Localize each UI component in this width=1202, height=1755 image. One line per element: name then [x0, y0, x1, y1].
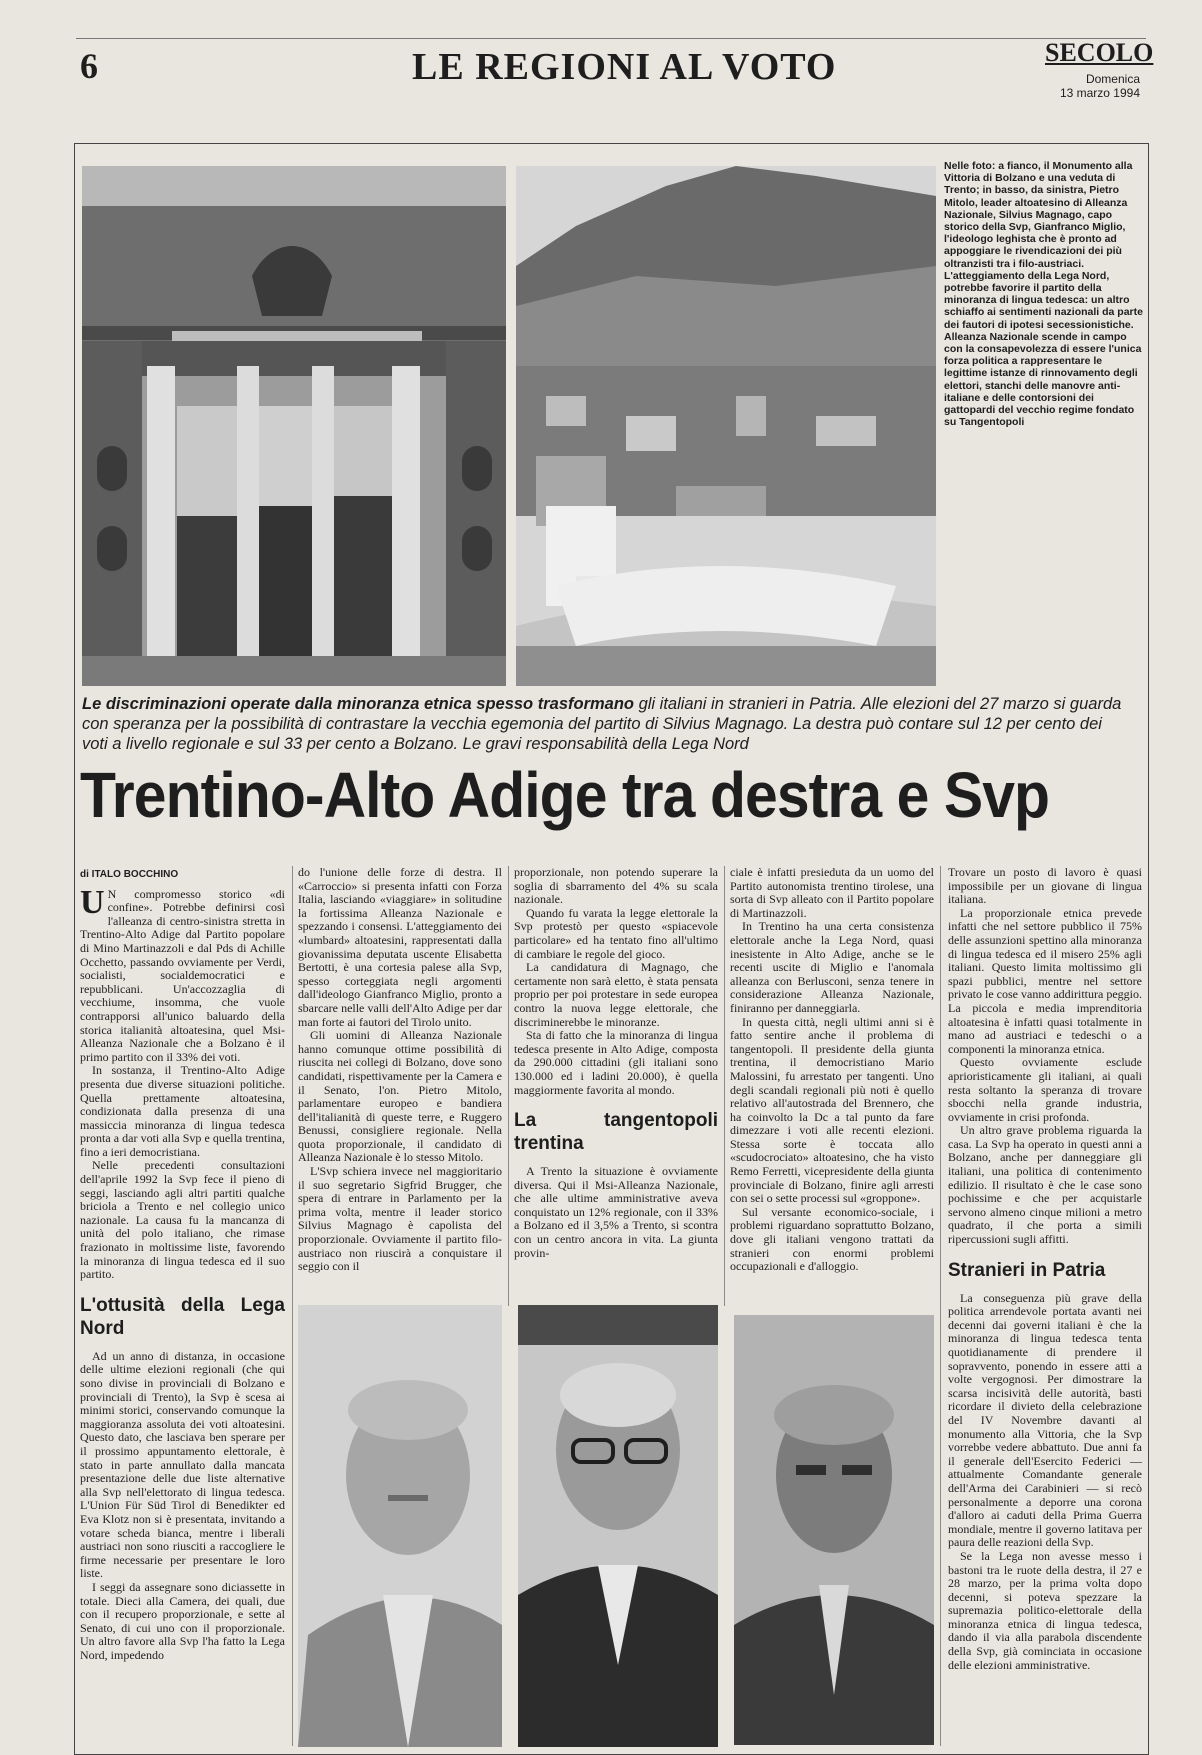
paragraph: ciale è infatti presieduta da un uomo del Partito autonomista trentino tirolese, una sorta di Svp alleato con il Partito popolare di Martinazzoli. — [730, 865, 934, 920]
newspaper-logo: SECOLO — [1045, 38, 1154, 67]
portrait-illustration — [298, 1305, 502, 1747]
monument-illustration — [82, 166, 506, 686]
portrait-miglio — [734, 1315, 934, 1745]
paragraph: Trovare un posto di lavoro è quasi impossibile per un giovane di lingua italiana. — [948, 865, 1142, 907]
portrait-magnago — [518, 1305, 718, 1747]
paragraph: Questo ovviamente esclude aprioristicamente gli italiani, ai quali resta soltanto la speranza di trovare sbocchi nella grande industria, ovviamente in crisi profonda. — [948, 1055, 1142, 1124]
article-column-3 — [514, 866, 718, 1260]
issue-date — [1040, 72, 1140, 100]
section-title: LE REGIONI AL VOTO — [412, 46, 837, 88]
paragraph: Sta di fatto che la minoranza di lingua tedesca presente in Alto Adige, composta da 290.000 cittadini (gli italiani sono 130.000 ed i ladini 20.000), è quella maggiormente favorita al mondo. — [514, 1028, 718, 1097]
column-rule — [292, 866, 293, 1746]
paragraph: Quando fu varata la legge elettorale la Svp protestò per questo «spiacevole particolare» ed ha tentato fino all'ultimo di cambiare le regole del gioco. — [514, 905, 718, 961]
paragraph: In sostanza, il Trentino-Alto Adige presenta due diverse situazioni politiche. Quella prettamente altoatesina, condizionata dalla presenza di una massiccia minoranza di lingua tedesca pronta a dar voti alla Svp e quella trentina, fino a ieri democristiana. — [80, 1063, 285, 1159]
city-illustration — [516, 166, 936, 686]
paragraph: La conseguenza più grave della politica arrendevole portata avanti nei decenni dai governi italiani è che la minoranza di lingua tedesca tenta quotidianamente di prendere il sopravvento, ponendo in essere atti a volte vergognosi. Per dimostrare la scarsa incisività delle autorità, basti ricordare il divieto della celebrazione del IV Novembre davanti al monumento alla Vittoria, che la Svp vorrebbe vedere abbattuto. Due anni fa il generale dell'Esercito Federici — attualmente Comandante generale dell'Arma dei Carabinieri — si recò personalmente a deporre una corona d'alloro ai caduti della Prima Guerra mondiale, mentre il governo latitava per paura delle reazioni della Svp. — [948, 1290, 1142, 1550]
monument-photo — [82, 166, 506, 686]
paragraph: Nelle precedenti consultazioni dell'aprile 1992 la Svp fece il pieno di seggi, lasciando agli altri partiti qualche briciola a Trento e nel collegio unico nazionale. La causa fu la mancanza di unità del polo italiano, che rimase frazionato in moltissime liste, favorendo la minoranza di lingua tedesca ed il suo partito. — [80, 1158, 285, 1282]
portrait-illustration — [518, 1305, 718, 1747]
portrait-mitolo — [298, 1305, 502, 1747]
issue-date-day: Domenica — [1085, 72, 1140, 86]
photo-side-caption: Nelle foto: a fianco, il Monumento alla Vittoria di Bolzano e una veduta di Trento; in basso, da sinistra, Pietro Mitolo, leader altoatesino di Alleanza Nazionale, Silvius Magnago, capo storico della Svp, Gianfranco Miglio, l'ideologo leghista che è pronto ad appoggiare le rivendicazioni dei più oltranzisti tra i filo-austriaci. L'atteggiamento della Lega Nord, potrebbe favorire il partito della minoranza di lingua tedesca: un altro schiaffo ai sentimenti nazionali da parte dei fautori di ipotesi secessionistiche. Alleanza Nazionale scende in campo con la consapevolezza di essere l'unica forza politica a rappresentare le legittime istanze di rinnovamento degli elettori, stanchi delle manovre anti-italiane e delle contorsioni dei gattopardi del vecchio regime fondato su Tangentopoli — [944, 160, 1143, 429]
column-rule — [724, 866, 725, 1306]
drop-cap: U — [80, 883, 105, 921]
paragraph — [80, 883, 285, 1065]
portrait-illustration — [734, 1315, 934, 1745]
article-column-5 — [948, 866, 1142, 1672]
article-column-1 — [80, 868, 285, 1662]
masthead-rule — [76, 38, 1146, 39]
photo-main-caption — [82, 694, 1132, 754]
paragraph: proporzionale, non potendo superare la soglia di sbarramento del 4% su scala nazionale. — [514, 865, 718, 907]
paragraph: Un altro grave problema riguarda la casa. La Svp ha operato in questi anni a Bolzano, anche per danneggiare gli italiani, una politica di contenimento edilizio. Il risultato è che le case sono pochissime e che per acquistarle servono almeno cinque milioni a metro quadrato, il che porta a simili ripercussioni sugli affitti. — [948, 1123, 1142, 1247]
paragraph: Sul versante economico-sociale, i problemi riguardano soprattutto Bolzano, dove gli italiani vengono trattati da stranieri con enormi problemi occupazionali e d'alloggio. — [730, 1204, 934, 1274]
paragraph: Gli uomini di Alleanza Nazionale hanno comunque ottime possibilità di riuscita nei collegi di Bolzano, dove sono candidati, rispettivamente per la Camera e il Senato, l'on. Pietro Mitolo, parlamentare europeo e bandiera dell'italianità di queste terre, e Ruggero Benussi, consigliere regionale. Nella quota proporzionale, il candidato di Alleanza Nazionale è lo stesso Mitolo. — [298, 1028, 502, 1165]
caption-body: gli italiani in stranieri in Patria. Alle elezioni del 27 marzo si guarda con speranza per la possibilità di contrastare la vecchia egemonia del partito di Silvius Magnago. La destra può contare sul 12 per cento dei voti a livello regionale e sul 33 per cento a Bolzano. Le gravi responsabilità della Lega Nord — [82, 695, 1122, 753]
city-photo — [516, 166, 936, 686]
subheading: L'ottusità della Lega Nord — [80, 1294, 285, 1339]
subheading: Stranieri in Patria — [948, 1259, 1106, 1281]
byline: di ITALO BOCCHINO — [80, 869, 179, 880]
paragraph: In Trentino ha una certa consistenza elettorale anche la Lega Nord, quasi inesistente in Alto Adige, anche se le recenti uscite di Miglio e l'anomala alleanza con Berlusconi, senza tenere in considerazione Alleanza Nazionale, finiranno per danneggiarla. — [730, 919, 934, 1015]
caption-lead: Le discriminazioni operate dalla minoranza etnica spesso trasformano — [82, 695, 634, 713]
issue-date-full: 13 marzo 1994 — [1059, 86, 1140, 100]
subheading: La tangentopoli trentina — [514, 1110, 718, 1155]
paragraph: do l'unione delle forze di destra. Il «Carroccio» si presenta infatti con Forza Italia, lasciando «viaggiare» in solitudine la fortissima Alleanza Nazionale e spezzando i consensi. L'atteggiamento dei «lumbard» altoatesini, rappresentati dalla giovanissima deputata uscente Elisabetta Bertotti, è una cortesia palese alla Svp, spesso corteggiata negli argomenti dall'ideologo Gianfranco Miglio, pronto a sbarcare nelle valli dell'Alto Adige per dar man forte ai fautori del Tirolo unito. — [298, 865, 502, 1029]
paragraph: Se la Lega non avesse messo i bastoni tra le ruote della destra, il 27 e 28 marzo, per la prima volta dopo decenni, si poteva spezzare la supremazia politico-elettorale della minoranza etnica di lingua tedesca, dando il via alla parabola discendente della Svp, già cominciata in occasione delle elezioni amministrative. — [948, 1548, 1142, 1672]
article-column-2 — [298, 866, 502, 1274]
article-column-4 — [730, 866, 934, 1274]
paragraph: In questa città, negli ultimi anni si è fatto sentire anche il problema di tangentopoli. Il presidente della giunta trentina, il democristiano Mario Malossini, fu arrestato per tangenti. Uno degli scandali regionali più noti è quello relativo all'autostrada del Brennero, che ha coinvolto la Dc a tal punto da fare dimezzare i voti alle recenti elezioni. Stessa sorte è toccata allo «scudocrociato» altoatesino, che ha visto Remo Ferretti, vicepresidente della giunta provinciale di Bolzano, finire agli arresti con sei o sette processi sul «groppone». — [730, 1014, 934, 1206]
paragraph: Ad un anno di distanza, in occasione delle ultime elezioni regionali (che qui sono divise in provinciali di Bolzano e provinciali di Trento), la Svp è scesa ai minimi storici, conservando comunque la maggioranza assoluta dei voti altoatesini. Questo dato, che lasciava ben sperare per il prossimo appuntamento elettorale, è stato in parte annullato dalla mancata presentazione delle due liste alternative alla Svp nell'elettorato di lingua tedesca. L'Union Für Süd Tirol di Benedikter ed Eva Klotz non si è presentata, invitando a votare scheda bianca, mentre i liberali austriaci non sono riusciti a raccogliere le firme necessarie per presentare le loro liste. — [80, 1348, 285, 1581]
paragraph-text: N compromesso storico «di confine». Potrebbe definirsi così l'alleanza di centro-sinistra stretta in Trentino-Alto Adige dal Partito popolare di Mino Martinazzoli e dal Pds di Achille Occhetto, passando ovviamente per Verdi, socialisti, socialdemocratici e repubblicani. Un'accozzaglia di vecchiume, insomma, che vuole contrapporsi all'unico baluardo della storica italianità altoatesina, quel Msi-Alleanza Nazionale che a Bolzano è il primo partito con il 33% dei voti. — [80, 886, 285, 1064]
column-rule — [508, 866, 509, 1306]
column-rule — [940, 866, 941, 1746]
article-headline: Trentino-Alto Adige tra destra e Svp — [80, 759, 1050, 831]
paragraph: L'Svp schiera invece nel maggioritario il suo segretario Sigfrid Brugger, che spera di entrare in Parlamento per la prima volta, mentre il leader storico Silvius Magnago è capolista del proporzionale. Ovviamente il partito filo-austriaco non riuscirà a conquistare il seggio con il — [298, 1164, 502, 1274]
paragraph: A Trento la situazione è ovviamente diversa. Qui il Msi-Alleanza Nazionale, che alle ultime amministrative aveva conquistato un 12% regionale, con il 33% a Bolzano ed il 3,5% a Trento, si scontra con un centro ancora in vita. La giunta provin- — [514, 1164, 718, 1260]
paragraph: La proporzionale etnica prevede infatti che nel settore pubblico il 75% delle assunzioni spettino alla minoranza di lingua tedesca ed il misero 25% agli italiani. Questo limita moltissimo gli spazi pubblici, mentre nel settore privato le cose vanno addirittura peggio. La piccola e media imprenditoria altoatesina è infatti quasi totalmente in mano ad austriaci e tedeschi o a componenti la minoranza etnica. — [948, 905, 1142, 1056]
page-number: 6 — [80, 46, 98, 86]
paragraph: I seggi da assegnare sono diciassette in totale. Dieci alla Camera, dei quali, due con il recupero proporzionale, e sette al Senato, di cui uno con il proporzionale. Un altro favore alla Svp l'ha fatto la Lega Nord, impedendo — [80, 1579, 285, 1662]
paragraph: La candidatura di Magnago, che certamente non sarà eletto, è stata pensata proprio per poi protestare in sede europea contro la nuova legge elettorale, che discriminerebbe le minoranze. — [514, 960, 718, 1029]
